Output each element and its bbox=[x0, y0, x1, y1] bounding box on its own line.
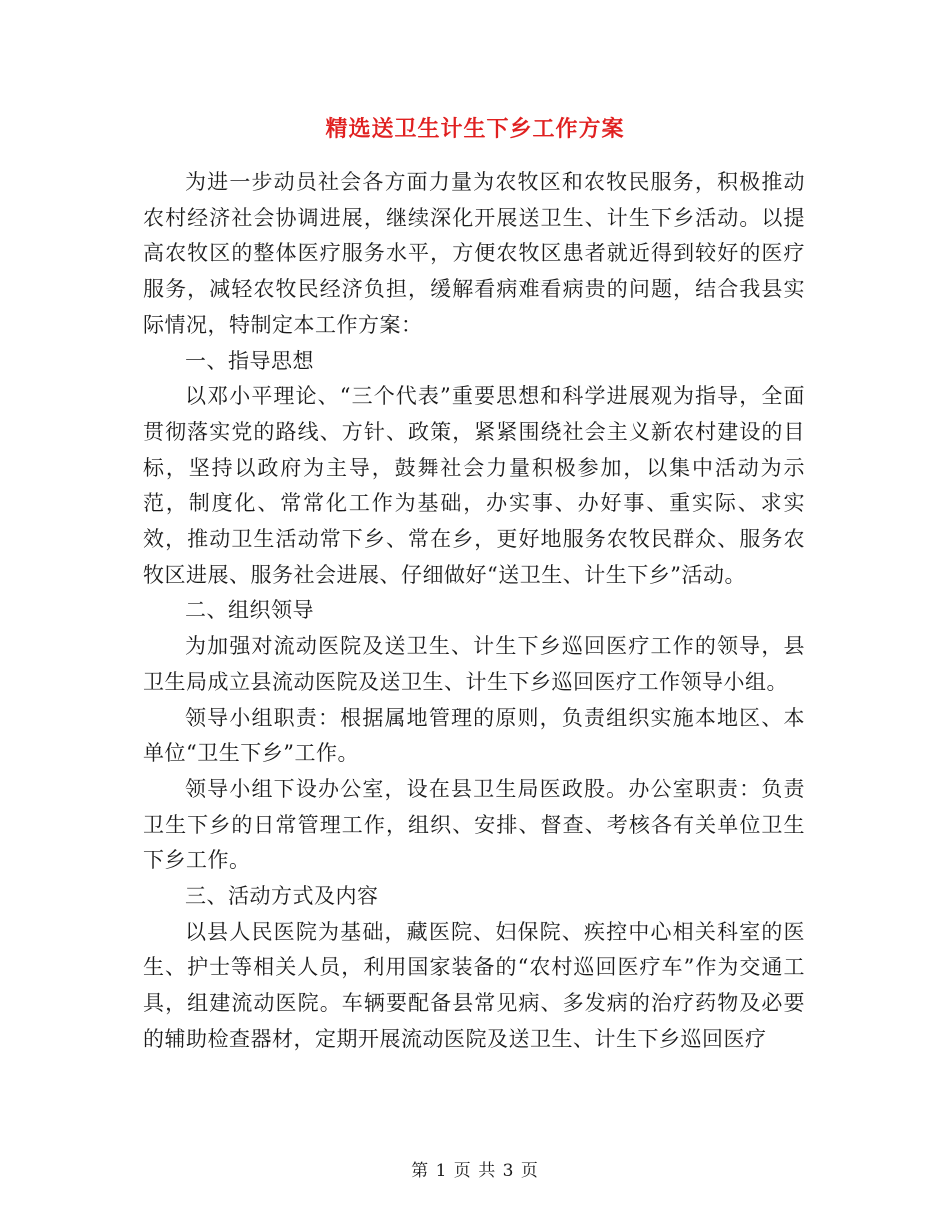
section-heading-guiding-ideology: 一、指导思想 bbox=[185, 348, 314, 373]
section-heading-organization: 二、组织领导 bbox=[185, 598, 314, 623]
section-heading-activities: 三、活动方式及内容 bbox=[185, 884, 379, 909]
page-number-footer: 第 1 页 共 3 页 bbox=[411, 1161, 539, 1181]
leading-group-duties-paragraph: 领导小组职责：根据属地管理的原则，负责组织实施本地区、本单位“卫生下乡”工作。 bbox=[143, 705, 805, 766]
organization-paragraph: 为加强对流动医院及送卫生、计生下乡巡回医疗工作的领导，县卫生局成立县流动医院及送卫生、计生下乡巡回医疗工作领导小组。 bbox=[143, 634, 805, 694]
guiding-ideology-paragraph: 以邓小平理论、“三个代表”重要思想和科学进展观为指导，全面贯彻落实党的路线、方针、政策，紧紧围绕社会主义新农村建设的目标，坚持以政府为主导，鼓舞社会力量积极参加，以集中活动为示范，制度化、常常化工作为基础，办实事、办好事、重实际、求实效，推动卫生活动常下乡、常在乡，更好地服务农牧民群众、服务农牧区进展、服务社会进展、仔细做好“送卫生、计生下乡”活动。 bbox=[143, 384, 805, 587]
document-body bbox=[143, 165, 805, 1058]
activities-paragraph: 以县人民医院为基础，藏医院、妇保院、疾控中心相关科室的医生、护士等相关人员，利用国家装备的“农村巡回医疗车”作为交通工具，组建流动医院。车辆要配备县常见病、多发病的治疗药物及必要的辅助检查器材，定期开展流动医院及送卫生、计生下乡巡回医疗 bbox=[143, 919, 805, 1051]
intro-paragraph: 为进一步动员社会各方面力量为农牧区和农牧民服务，积极推动农村经济社会协调进展，继续深化开展送卫生、计生下乡活动。以提高农牧区的整体医疗服务水平，方便农牧区患者就近得到较好的医疗服务，减轻农牧民经济负担，缓解看病难看病贵的问题，结合我县实际情况，特制定本工作方案： bbox=[143, 170, 805, 337]
office-duties-paragraph: 领导小组下设办公室，设在县卫生局医政股。办公室职责：负责卫生下乡的日常管理工作，组织、安排、督查、考核各有关单位卫生下乡工作。 bbox=[143, 776, 805, 873]
document-title: 精选送卫生计生下乡工作方案 bbox=[325, 117, 625, 142]
